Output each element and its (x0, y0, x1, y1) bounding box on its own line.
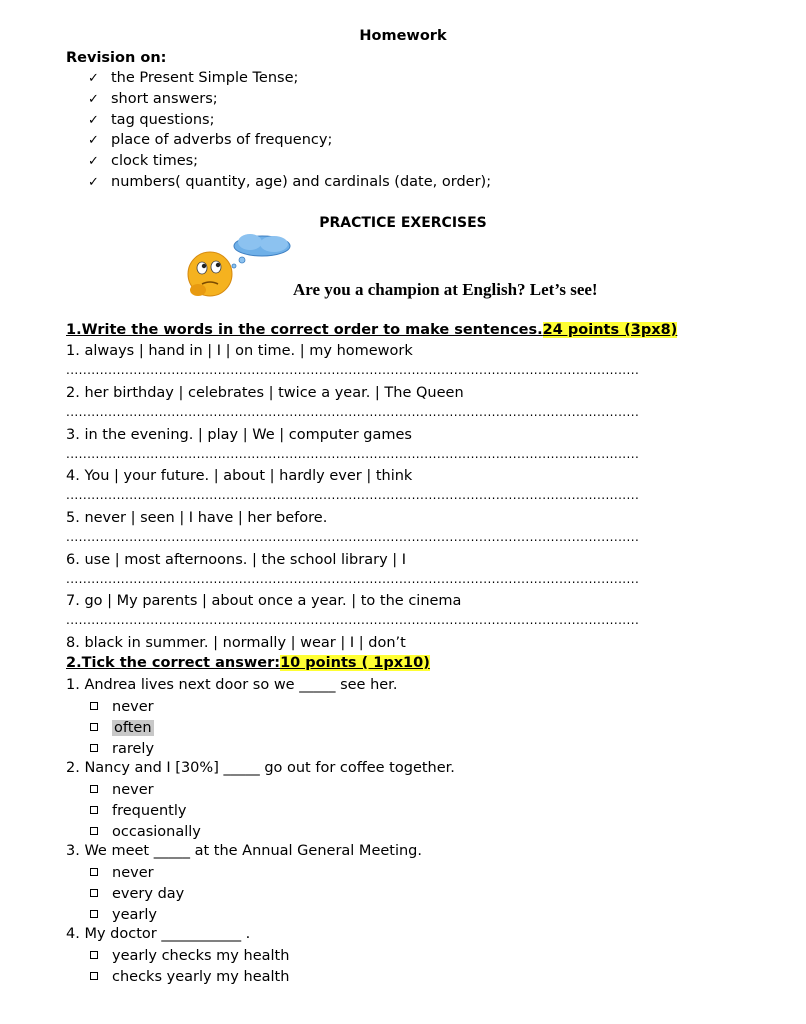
exercise-1-item: 2. her birthday | celebrates | twice a year. | The Queen (66, 385, 464, 401)
revision-item: ✓ short answers; (88, 89, 491, 110)
answer-line[interactable]: ........................................................................................................................................ (66, 488, 640, 502)
option-item[interactable]: every day (90, 884, 184, 905)
thinking-emoji-icon (184, 230, 296, 300)
checkmark-icon: ✓ (88, 71, 99, 86)
checkbox-icon[interactable] (90, 785, 98, 793)
option-item[interactable]: never (90, 697, 154, 718)
exercise-1-heading: 1.Write the words in the correct order to make sentences.24 points (3px8) (66, 322, 678, 338)
revision-item: ✓ tag questions; (88, 110, 491, 131)
exercise-1-item: 8. black in summer. | normally | wear | I | don’t (66, 635, 406, 651)
option-item[interactable]: frequently (90, 801, 201, 822)
checkmark-icon: ✓ (88, 91, 99, 107)
option-list (90, 863, 184, 925)
revision-item: ✓ place of adverbs of frequency; (88, 130, 491, 151)
exercise-1-item: 7. go | My parents | about once a year. | to the cinema (66, 593, 462, 609)
checkbox-icon[interactable] (90, 806, 98, 814)
option-item[interactable]: rarely (90, 739, 154, 760)
revision-heading: Revision on: (66, 50, 167, 66)
exercise-2-points: 10 points ( 1px10) (280, 655, 430, 671)
option-item[interactable]: never (90, 863, 184, 884)
option-item[interactable]: never (90, 780, 201, 801)
option-list (90, 697, 154, 759)
exercise-1-item: 6. use | most afternoons. | the school library | I (66, 552, 407, 568)
option-item[interactable]: occasionally (90, 822, 201, 843)
checkbox-icon[interactable] (90, 702, 98, 710)
checkbox-icon[interactable] (90, 868, 98, 876)
option-item[interactable]: yearly checks my health (90, 946, 289, 967)
revision-list (88, 68, 491, 193)
checkmark-icon: ✓ (88, 112, 99, 128)
answer-line[interactable]: ........................................................................................................................................ (66, 613, 640, 627)
checkbox-icon[interactable] (90, 723, 98, 731)
exercise-2-heading: 2.Tick the correct answer:10 points ( 1px10) (66, 655, 430, 671)
practice-heading: PRACTICE EXERCISES (319, 215, 487, 231)
answer-line[interactable]: ........................................................................................................................................ (66, 572, 640, 586)
exercise-1-item: 4. You | your future. | about | hardly ever | think (66, 468, 413, 484)
exercise-1-item: 5. never | seen | I have | her before. (66, 510, 328, 526)
exercise-1-points: 24 points (3px8) (542, 322, 678, 338)
checkmark-icon: ✓ (88, 154, 99, 170)
option-item-selected[interactable]: often (90, 718, 154, 739)
question-text: 4. My doctor ___________ . (66, 926, 251, 942)
option-list (90, 946, 289, 988)
question-text: 1. Andrea lives next door so we _____ see her. (66, 677, 398, 693)
exercise-1-item: 1. always | hand in | I | on time. | my homework (66, 343, 413, 359)
checkmark-icon: ✓ (88, 133, 99, 149)
checkbox-icon[interactable] (90, 910, 98, 918)
answer-line[interactable]: ........................................................................................................................................ (66, 530, 640, 544)
revision-item: ✓ the Present Simple Tense; (88, 68, 491, 89)
question-text: 3. We meet _____ at the Annual General Meeting. (66, 843, 423, 859)
option-item[interactable]: yearly (90, 905, 184, 926)
checkbox-icon[interactable] (90, 889, 98, 897)
checkbox-icon[interactable] (90, 744, 98, 752)
exercise-1-item: 3. in the evening. | play | We | computer games (66, 427, 412, 443)
checkbox-icon[interactable] (90, 972, 98, 980)
option-list (90, 780, 201, 842)
checkbox-icon[interactable] (90, 951, 98, 959)
option-item[interactable]: checks yearly my health (90, 967, 289, 988)
answer-line[interactable]: ........................................................................................................................................ (66, 447, 640, 461)
answer-line[interactable]: ........................................................................................................................................ (66, 363, 640, 377)
checkmark-icon: ✓ (88, 174, 99, 190)
revision-item: ✓ clock times; (88, 151, 491, 172)
page-title: Homework (359, 28, 447, 44)
checkbox-icon[interactable] (90, 827, 98, 835)
champion-tagline: Are you a champion at English? Let’s see! (293, 280, 598, 299)
revision-item: ✓ numbers( quantity, age) and cardinals (date, order); (88, 172, 491, 193)
answer-line[interactable]: ........................................................................................................................................ (66, 405, 640, 419)
question-text: 2. Nancy and I [30%] _____ go out for coffee together. (66, 760, 455, 776)
